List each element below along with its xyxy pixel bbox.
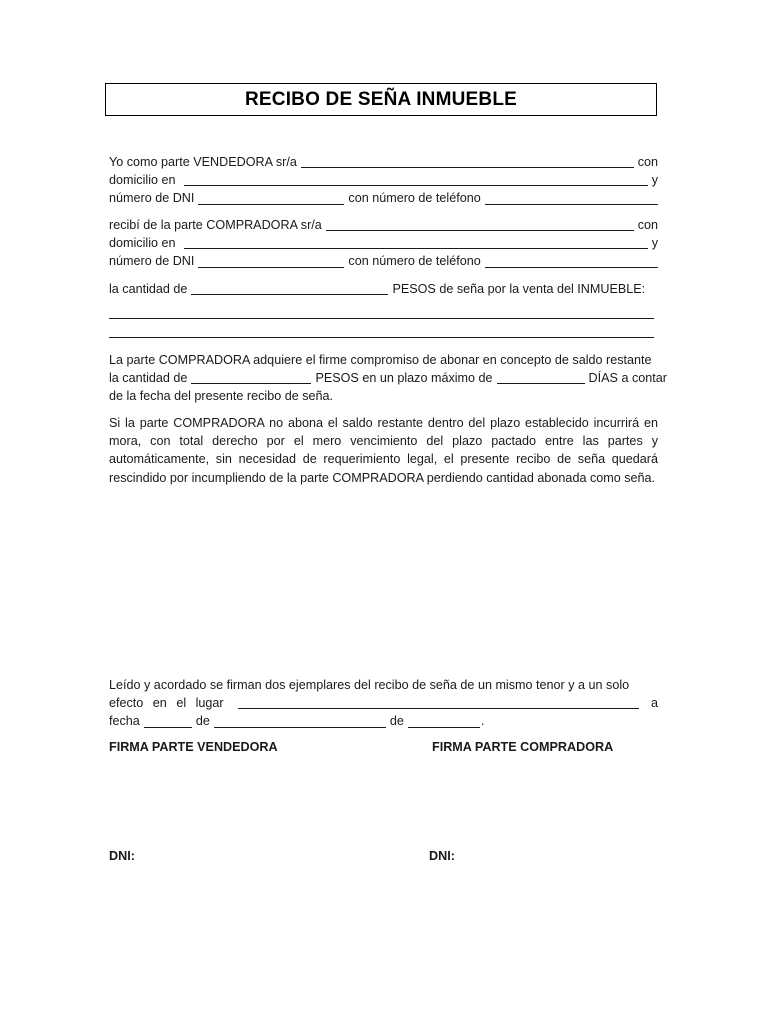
descripcion-inmueble-lines xyxy=(109,318,658,319)
descripcion-line-1[interactable] xyxy=(109,318,654,319)
static-text: DÍAS a contar xyxy=(588,371,667,386)
compromiso-line-1 xyxy=(109,351,658,369)
compromiso-block xyxy=(109,351,667,406)
descripcion-inmueble-lines-2 xyxy=(109,337,658,338)
comprador-dni-field[interactable] xyxy=(198,256,344,268)
dni-vendedora-label: DNI: xyxy=(109,849,135,863)
static-text: de xyxy=(389,714,404,729)
plazo-dias-field[interactable] xyxy=(497,372,585,384)
static-text: de xyxy=(195,714,210,729)
saldo-field[interactable] xyxy=(191,372,311,384)
static-text: número de DNI xyxy=(109,191,195,206)
static-text: . xyxy=(480,714,485,729)
firma-compradora-label: FIRMA PARTE COMPRADORA xyxy=(432,740,614,754)
cantidad-block xyxy=(109,280,658,298)
comprador-name-field[interactable] xyxy=(326,219,634,231)
comprador-label: recibí de la parte COMPRADORA sr/a xyxy=(109,217,322,232)
title-box xyxy=(105,83,657,116)
vendedor-dni-field[interactable] xyxy=(198,193,344,205)
comprador-line-1 xyxy=(109,216,658,234)
dni-compradora-label: DNI: xyxy=(429,849,455,863)
static-text: domicilio en xyxy=(109,236,176,251)
static-text: La parte COMPRADORA adquiere el firme compromiso de abonar en concepto de saldo restante xyxy=(109,352,652,367)
vendedor-line-1 xyxy=(109,153,658,171)
lugar-field[interactable] xyxy=(238,697,639,709)
cierre-line-1 xyxy=(109,676,658,694)
vendedor-line-3 xyxy=(109,189,658,207)
cierre-line-2 xyxy=(109,694,658,712)
static-text: efecto en el lugar xyxy=(109,696,224,711)
static-text: a xyxy=(650,696,658,711)
vendedor-name-field[interactable] xyxy=(301,156,634,168)
static-text: número de DNI xyxy=(109,254,195,269)
static-text: fecha xyxy=(109,714,140,729)
cantidad-line xyxy=(109,280,658,298)
comprador-line-2 xyxy=(109,234,658,252)
fecha-anio-field[interactable] xyxy=(408,716,480,728)
fecha-dia-field[interactable] xyxy=(144,716,192,728)
comprador-domicilio-field[interactable] xyxy=(184,237,648,249)
static-text: con xyxy=(637,217,658,232)
static-text: y xyxy=(651,173,658,188)
vendedor-label: Yo como parte VENDEDORA sr/a xyxy=(109,154,297,169)
static-text: con número de teléfono xyxy=(348,191,481,206)
vendedor-telefono-field[interactable] xyxy=(485,193,658,205)
cierre-line-3 xyxy=(109,712,658,730)
static-text: de la fecha del presente recibo de seña. xyxy=(109,389,334,404)
comprador-telefono-field[interactable] xyxy=(485,256,658,268)
compromiso-line-2 xyxy=(109,369,667,387)
static-text: PESOS de seña por la venta del INMUEBLE: xyxy=(392,281,646,296)
vendedor-domicilio-field[interactable] xyxy=(184,174,648,186)
static-text: domicilio en xyxy=(109,173,176,188)
document-title: RECIBO DE SEÑA INMUEBLE xyxy=(244,88,518,110)
static-text: PESOS en un plazo máximo de xyxy=(315,371,493,386)
static-text: Leído y acordado se firman dos ejemplares del recibo de seña de un mismo tenor y a un solo xyxy=(109,677,630,692)
comprador-block xyxy=(109,216,658,271)
static-text: con número de teléfono xyxy=(348,254,481,269)
static-text: la cantidad de xyxy=(109,281,188,296)
vendedor-line-2 xyxy=(109,171,658,189)
cantidad-field[interactable] xyxy=(191,283,388,295)
mora-paragraph: Si la parte COMPRADORA no abona el saldo restante dentro del plazo establecido incurrirá en mora, con total derecho por el mero vencimiento del plazo pactado entre las partes y automáticamente, sin necesidad de requerimiento legal, el presente recibo de seña quedará rescindido por incumpliendo de la parte COMPRADORA perdiendo cantidad abonada como seña. xyxy=(109,416,658,485)
cierre-block xyxy=(109,676,658,731)
comprador-line-3 xyxy=(109,252,658,270)
firma-vendedora-label: FIRMA PARTE VENDEDORA xyxy=(109,740,278,754)
compromiso-line-3 xyxy=(109,387,658,405)
static-text: con xyxy=(637,154,658,169)
fecha-mes-field[interactable] xyxy=(214,716,386,728)
vendedor-block xyxy=(109,153,658,208)
static-text: y xyxy=(651,236,658,251)
descripcion-line-2[interactable] xyxy=(109,337,654,338)
static-text: la cantidad de xyxy=(109,371,188,386)
